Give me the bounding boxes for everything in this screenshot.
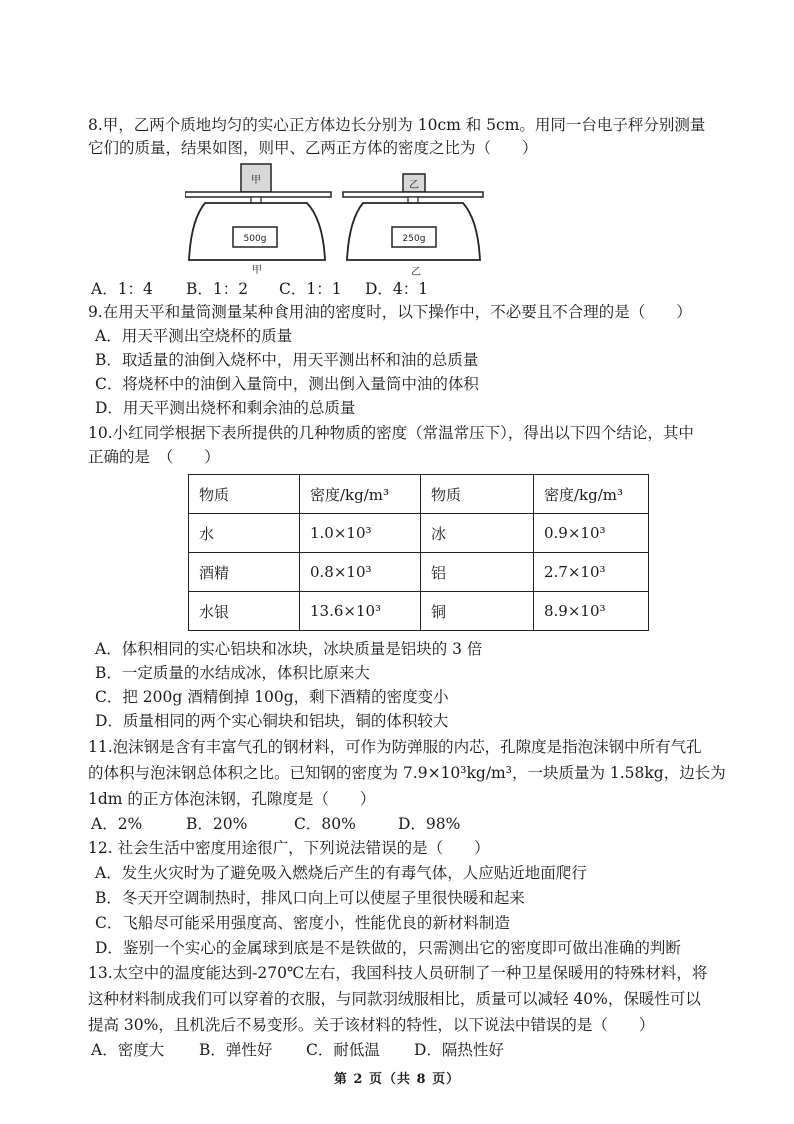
page-footer: 第 2 页（共 8 页） [333, 1072, 461, 1087]
table-row [189, 514, 649, 553]
scale-left-reading: 500g [243, 234, 267, 244]
q8-option-a[interactable]: A．1：4 [91, 280, 153, 298]
q8-option-c[interactable]: C．1：1 [279, 280, 342, 298]
q8-option-b[interactable]: B．1：2 [186, 280, 249, 298]
q12-stem: 12. 社会生活中密度用途很广，下列说法错误的是（ ） [88, 839, 490, 857]
table-cell: 2.7×10³ [534, 553, 649, 592]
table-cell: 0.9×10³ [534, 514, 649, 553]
q9-option-a[interactable]: A．用天平测出空烧杯的质量 [95, 327, 293, 345]
q12-option-a[interactable]: A．发生火灾时为了避免吸入燃烧后产生的有毒气体，人应贴近地面爬行 [95, 864, 587, 882]
q8-options [91, 278, 428, 300]
table-header-cell: 物质 [421, 475, 534, 514]
q13-options [91, 1039, 504, 1061]
q13-stem-line3: 提高 30%，且机洗后不易变形。关于该材料的特性，以下说法中错误的是（ ） [88, 1016, 655, 1034]
q8-stem-line2: 它们的质量，结果如图，则甲、乙两正方体的密度之比为（ ） [88, 139, 538, 157]
q11-stem-line2: 的体积与泡沫钢总体积之比。已知钢的密度为 7.9×10³kg/m³，一块质量为 1.58kg，边长为 [88, 764, 726, 782]
table-cell: 1.0×10³ [300, 514, 421, 553]
q13-option-a[interactable]: A．密度大 [91, 1041, 165, 1059]
q10-option-a[interactable]: A．体积相同的实心铝块和冰块，冰块质量是铝块的 3 倍 [95, 640, 483, 658]
q8-option-d[interactable]: D．4：1 [365, 280, 429, 298]
table-header-cell: 密度/kg/m³ [300, 475, 421, 514]
table-header-row [189, 475, 649, 514]
scale-right-caption: 乙 [411, 267, 421, 278]
block-jia-label: 甲 [251, 175, 261, 186]
q9-option-c[interactable]: C．将烧杯中的油倒入量筒中，测出倒入量筒中油的体积 [95, 375, 479, 393]
table-cell: 冰 [421, 514, 534, 553]
q11-stem-line3: 1dm 的正方体泡沫钢，孔隙度是（ ） [88, 790, 376, 808]
q10-stem-line1: 10.小红同学根据下表所提供的几种物质的密度（常温常压下），得出以下四个结论，其中 [88, 424, 694, 442]
table-cell: 水 [189, 514, 300, 553]
table-header-cell: 物质 [189, 475, 300, 514]
scale-right [343, 174, 483, 278]
q13-option-b[interactable]: B．弹性好 [199, 1041, 273, 1059]
table-cell: 铝 [421, 553, 534, 592]
scale-right-reading: 250g [402, 234, 426, 244]
table-row [189, 553, 649, 592]
q11-option-b[interactable]: B．20% [186, 815, 248, 833]
q13-option-c[interactable]: C．耐低温 [306, 1041, 380, 1059]
scale-left [185, 164, 331, 276]
q10-option-d[interactable]: D．质量相同的两个实心铜块和铝块，铜的体积较大 [95, 712, 449, 730]
q9-option-d[interactable]: D．用天平测出烧杯和剩余油的总质量 [95, 399, 356, 417]
q11-stem-line1: 11.泡沫钢是含有丰富气孔的钢材料，可作为防弹服的内芯，孔隙度是指泡沫钢中所有气孔 [88, 738, 702, 756]
q11-option-a[interactable]: A．2% [91, 815, 143, 833]
table-cell: 8.9×10³ [534, 592, 649, 631]
table-cell: 铜 [421, 592, 534, 631]
table-cell: 13.6×10³ [300, 592, 421, 631]
table-header-cell: 密度/kg/m³ [534, 475, 649, 514]
q8-stem-line1: 8.甲，乙两个质地均匀的实心正方体边长分别为 10cm 和 5cm。用同一台电子秤分别测量 [88, 116, 706, 134]
scale-left-pan [185, 192, 331, 197]
electronic-scales-figure [185, 160, 485, 280]
q10-stem-line2: 正确的是 （ ） [88, 448, 220, 466]
density-table [188, 474, 649, 631]
q13-stem-line2: 这种材料制成我们可以穿着的衣服，与同款羽绒服相比，质量可以减轻 40%，保暖性可以 [88, 990, 701, 1008]
q10-option-c[interactable]: C．把 200g 酒精倒掉 100g，剩下酒精的密度变小 [95, 688, 449, 706]
q12-option-d[interactable]: D．鉴别一个实心的金属球到底是不是铁做的，只需测出它的密度即可做出准确的判断 [95, 939, 681, 957]
q12-option-c[interactable]: C．飞船尽可能采用强度高、密度小，性能优良的新材料制造 [95, 914, 510, 932]
q11-option-d[interactable]: D．98% [398, 815, 461, 833]
block-yi-label: 乙 [409, 180, 419, 191]
q13-option-d[interactable]: D．隔热性好 [414, 1041, 504, 1059]
scale-right-pan [343, 192, 483, 197]
table-cell: 水银 [189, 592, 300, 631]
q11-option-c[interactable]: C．80% [294, 815, 356, 833]
q11-options [91, 813, 460, 835]
table-row [189, 592, 649, 631]
table-cell: 酒精 [189, 553, 300, 592]
q9-option-b[interactable]: B．取适量的油倒入烧杯中，用天平测出杯和油的总质量 [95, 351, 479, 369]
scale-left-caption: 甲 [252, 265, 262, 276]
q13-stem-line1: 13.太空中的温度能达到-270℃左右，我国科技人员研制了一种卫星保暖用的特殊材料，将 [88, 964, 708, 982]
table-cell: 0.8×10³ [300, 553, 421, 592]
q12-option-b[interactable]: B．冬天开空调制热时，排风口向上可以使屋子里很快暖和起来 [95, 889, 525, 907]
q10-option-b[interactable]: B．一定质量的水结成冰，体积比原来大 [95, 664, 370, 682]
q9-stem: 9.在用天平和量筒测量某种食用油的密度时，以下操作中，不必要且不合理的是（ ） [88, 303, 692, 321]
